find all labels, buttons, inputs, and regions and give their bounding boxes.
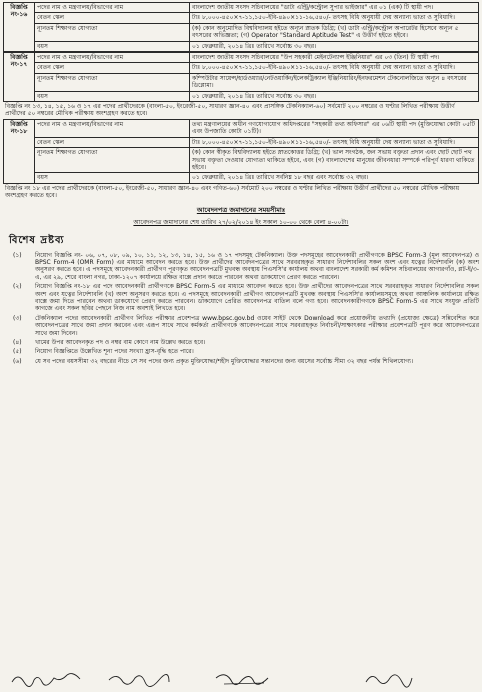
- list-item-text: খামের উপর আবেদনকৃত পদ ও নম্বর বাম কোণে নাম উল্লেখ করতে হবে।: [35, 339, 206, 346]
- post-16-qualification-label: ন্যূনতম শিক্ষাগত যোগ্যতা: [35, 23, 190, 41]
- special-notes-list: [3, 252, 479, 366]
- post-17-qualification-label: ন্যূনতম শিক্ষাগত যোগ্যতা: [35, 73, 190, 91]
- post-17-qualification-value: কম্পিউটার সায়েন্স/হার্ডওয়্যার/নেটওয়ার্কিং/ইলেকট্রিক্যাল ইঞ্জিনিয়ারিং/ইনফরমেশন টেকনোলজিতে অন্যূন ৪ বৎসরের ডিপ্লোমা।: [190, 73, 479, 91]
- post-17-age-value: ০১ ফেব্রুয়ারী, ২০১৪ খ্রিঃ তারিখে সর্বোচ্চ ৩০ বছর।: [190, 91, 479, 101]
- deadline-text: আবেদনপত্র জমাদানের শেষ তারিখ ২৭/০২/২০১৪ ইং সকাল ১০-০০ থেকে বেলা ৪-০০টা।: [133, 218, 349, 226]
- exam-note-13-17: বিজ্ঞপ্তি নং ১৩, ১৪, ১৫, ১৬ ও ১৭ এর পদের প্রার্থীদেরকে (বাংলা-৫০, ইংরেজী-৫০, সাধারণ জ্ঞান-৪০ এবং প্রাসঙ্গিক টেকনিক্যাল-৬০) সর্বমোট ২০০ নম্বরের ও ঘণ্টার লিখিত পরীক্ষায় উত্তীর্ণ প্রার্থীদের ৫০ নম্বরের মৌখিক পরীক্ষায় অংশগ্রহণ করতে হবে।: [5, 103, 455, 118]
- post-18-age-label: বয়স: [35, 173, 190, 183]
- post-18-scale-value: টাঃ ৮,০০০-৪৫০×৭-১১,১৫০-ইবি-৪৯০×১১-১৬,৫৪০/- তৎসহ বিধি অনুযায়ী দেয় অন্যান্য ভাতা ও সুবিধাদি।: [190, 137, 479, 147]
- signature-area: [0, 668, 482, 690]
- post-17-name-label: পদের নাম ও মন্ত্রণালয়/বিভাগের নাম: [35, 53, 190, 63]
- post-18-code: বিজ্ঞপ্তি নং-১৮: [4, 119, 35, 183]
- list-item-number: (২): [13, 283, 22, 291]
- list-item-text: নিয়োগ বিজ্ঞপ্তি নং-১৮ এর পদে আবেদনকারী প্রার্থীগণকে BPSC Form-5 এর মাধ্যমে আবেদন করতে হবে। উক্ত প্রার্থীদের আবেদনপত্রের সাথে সরবরাহকৃত সাধারণ নির্দেশাবলির সকল অংশ এবং যত্নের নির্দেশাবলি (খ) অংশ অনুসরণ করতে হবে। এ পদসমূহে আবেদনকারী প্রার্থীগণ আবেদনপত্রটি মুখবন্ধ অবস্থায় পিএসসি'র কার্যালয়সমূহে অথবা আঞ্চলিক কার্যালয়ে রক্ষিত বাক্সে জমা দিতে পারবেন অথবা ডাকযোগে প্রেরণ করতে পারবেন। ডাকযোগে প্রেরিত আবেদনপত্র বাতিল বলে গণ্য হবে। আবেদনকারীগণকে BPSC Form-5 এর সাথে সংযুক্ত প্রতিটি কাগজে এবং সকল ছবির পেছনে নিজ নাম অবশ্যই লিখতে হবে।: [35, 283, 479, 313]
- post-17-scale-label: বেতন স্কেল: [35, 63, 190, 73]
- post-16-age-label: বয়স: [35, 41, 190, 51]
- post-17-code: বিজ্ঞপ্তি নং-১৭: [4, 53, 35, 102]
- signature-3: [210, 668, 280, 690]
- post-16-scale-value: টাঃ ৮,০০০-৪৫০×৭-১১,১৫০-ইবি-৪৯০×১১-১৬,৫৪০/- তৎসহ বিধি অনুযায়ী দেয় অন্যান্য ভাতা ও সুবিধাদি।: [190, 13, 479, 23]
- list-item: [3, 348, 479, 355]
- post-18-name-value: তথ্য মন্ত্রণালয়ের অধীন গণযোগাযোগ অধিদপ্তরের "সহকারী তথ্য অফিসার" এর ০৬টি স্থায়ী পদ (মুক্তিযোদ্ধা কোটা ০৫টি এবং উপজাতি কোটা ০১টি)।: [190, 119, 479, 137]
- post-18-qualification-value: (ক) কোন স্বীকৃত বিশ্ববিদ্যালয় হইতে স্নাতকোত্তর ডিগ্রি; (খ) ভাল সংগঠক, জন সভায় বক্তৃতা প্রদান এবং ছোট ছোট পথ সভায় বক্তৃতা দেওয়ার যোগ্যতা থাকিতে হইবে, এবং (গ) বাংলাদেশের মানুষের জীবনধারা সম্পর্কে পরিপূর্ণ ধারণা থাকিতে হইবে।: [190, 148, 479, 173]
- list-item-text: নিয়োগ বিজ্ঞপ্তি নং- ০৬, ০৭, ০৮, ০৯, ১০, ১১, ১২, ১৩, ১৪, ১৫, ১৬ ও ১৭ পদসমূহ টেকনিক্যাল। উক্ত পদসমূহের আবেদনকারী প্রার্থীগণকে BPSC Form-3 (মূল আবেদনপত্র) ও BPSC Form-4 (OMR Form) এর মাধ্যমে আবেদন করতে হবে। উক্ত প্রার্থীদের আবেদনপত্রের সাথে সরবরাহকৃত সাধারণ নির্দেশাবলির সকল অংশ এবং যত্নের নির্দেশাবলি (ক) অংশ অনুসরণ করতে হবে। এ পদসমূহে আবেদনকারী প্রার্থীগণ পূরণকৃত আবেদনপত্রটি মুখবন্ধ অবস্থায় পিএসসি'র কার্যালয় অথবা বাংলাদেশ সরকারী কর্ম কমিশন সচিবালয়ের আগারগাঁও, প্লট-ই/৩-এ, এর ২৯, শেরে বাংলা নগর, ঢাকা-১২০৭ কার্যালয়ে রক্ষিত বাক্সে প্রদান করতে পারবেন অথবা ডাকযোগে প্রেরণ করতে পারবেন।: [35, 251, 479, 281]
- post-17-table: [3, 52, 479, 102]
- list-item-text: নিয়োগ বিজ্ঞপ্তিতে উল্লেখিত শূন্য পদের সংখ্যা হ্রাস-বৃদ্ধি হতে পারে।: [35, 348, 194, 356]
- list-item-number: (৬): [13, 357, 22, 365]
- list-item-number: (১): [13, 251, 22, 259]
- list-item-text: টেকনিক্যাল পদের আবেদনকারী প্রার্থীগণ লিখিত পরীক্ষার প্রবেশপত্র www.bpsc.gov.bd ওয়েব সাইট থেকে Download করে প্রয়োজনীয় তথ্যাদি (প্রযোজ্য ক্ষেত্রে) সন্নিবেশিত করে আবেদনপত্রের সাথে জমা প্রদান করবেন এবং এরূপ সাথে সাথে কর্মকর্তা প্রার্থীগণকে আবেদনপত্রের সাথে সরবরাহকৃত নির্বাচনী/সাক্ষাৎকার পরীক্ষার প্রবেশপত্রটি পূরণ করে আবেদনপত্রের সাথে জমা দিবেন।: [35, 314, 479, 337]
- post-18-qualification-label: ন্যূনতম শিক্ষাগত যোগ্যতা: [35, 148, 190, 173]
- post-16-name-value: বাংলাদেশ জাতীয় সংসদ সচিবালয়ের "ডাটা এন্ট্রি/কন্ট্রোল সুপার ভাইজার" এর ০১ (এক) টি স্থায়ী পদ।: [190, 3, 479, 13]
- post-18-table: [3, 119, 479, 184]
- post-17-scale-value: টাঃ ৮,০০০-৪৫০×৭-১১,১৫০-ইবি-৪৯০×১১-১৬,৫৪০/- তৎসহ বিধি অনুযায়ী দেয় অন্যান্য ভাতা ও সুবিধাদি।: [190, 63, 479, 73]
- list-item: [3, 315, 479, 337]
- special-notes-heading: বিশেষ দ্রষ্টব্য: [9, 234, 65, 246]
- list-item: [3, 358, 479, 365]
- post-16-table: [3, 2, 479, 52]
- signature-4: [360, 668, 420, 690]
- post-16-name-label: পদের নাম ও মন্ত্রণালয়/বিভাগের নাম: [35, 3, 190, 13]
- list-item: [3, 283, 479, 313]
- list-item: [3, 339, 479, 346]
- post-16-age-value: ০১ ফেব্রুয়ারী, ২০১৪ খ্রিঃ তারিখে সর্বোচ্চ ৩০ বছর।: [190, 41, 479, 51]
- signature-2: [105, 668, 175, 690]
- post-18-age-value: ০১ ফেব্রুয়ারী, ২০১৪ খ্রিঃ তারিখে সর্বনিম্ন ১৮ বছর এবং সর্বোচ্চ ৩২ বছর।: [190, 173, 479, 183]
- list-item: [3, 252, 479, 282]
- exam-note-18: বিজ্ঞপ্তি নং ১৮ এর পদের প্রার্থীদেরকে (বাংলা-৫০, ইংরেজী-৫০, সাধারণ জ্ঞান-৪০ এবং গণিত-৬০) সর্বমোট ২০০ নম্বরের ও ঘণ্টার লিখিত পরীক্ষায় উত্তীর্ণ প্রার্থীদের ৫০ নম্বরের মৌখিক পরীক্ষায় অংশগ্রহণ করতে হবে।: [5, 184, 460, 200]
- post-16-code: বিজ্ঞপ্তি নং-১৬: [4, 3, 35, 52]
- list-item-text: যে সব পদের বয়সসীমা ৩২ বছরের নীচে সে সব পদের জন্য প্রকৃত মুক্তিযোদ্ধা/শহীদ মুক্তিযোদ্ধার সন্তানদের জন্য বয়সের সর্বোচ্চ সীমা ৩২ বছর পর্যন্ত শিথিলযোগ্য।: [35, 357, 414, 365]
- post-17-age-label: বয়স: [35, 91, 190, 101]
- post-18-scale-label: বেতন স্কেল: [35, 137, 190, 147]
- post-17-name-value: বাংলাদেশ জাতীয় সংসদ সচিবালয়ের "উপ সহকারী মেইনটেন্যান্স ইঞ্জিনিয়ার" এর ০৩ (তিন) টি স্থায়ী পদ।: [190, 53, 479, 63]
- post-16-scale-label: বেতন স্কেল: [35, 13, 190, 23]
- signature-1: [8, 668, 98, 690]
- list-item-number: (৩): [13, 314, 22, 322]
- list-item-number: (৪): [13, 339, 22, 346]
- post-16-qualification-value: (ক) কোন অনুমোদিত বিশ্ববিদ্যালয় হইতে অন্যূন স্নাতক ডিগ্রি; (খ) ডাটা এন্ট্রি/কন্ট্রোল অপারেটর হিসেবে অন্যূন ৫ বৎসরের অভিজ্ঞতা; (গ) Operator "Standard Aptitude Test" এ উত্তীর্ণ হইতে হইবে।: [190, 23, 479, 41]
- list-item-number: (৫): [13, 348, 22, 356]
- deadline-heading: আবেদনপত্র জমাদানের সময়সীমাঃ: [196, 205, 286, 214]
- post-18-name-label: পদের নাম ও মন্ত্রণালয়/বিভাগের নাম: [35, 119, 190, 137]
